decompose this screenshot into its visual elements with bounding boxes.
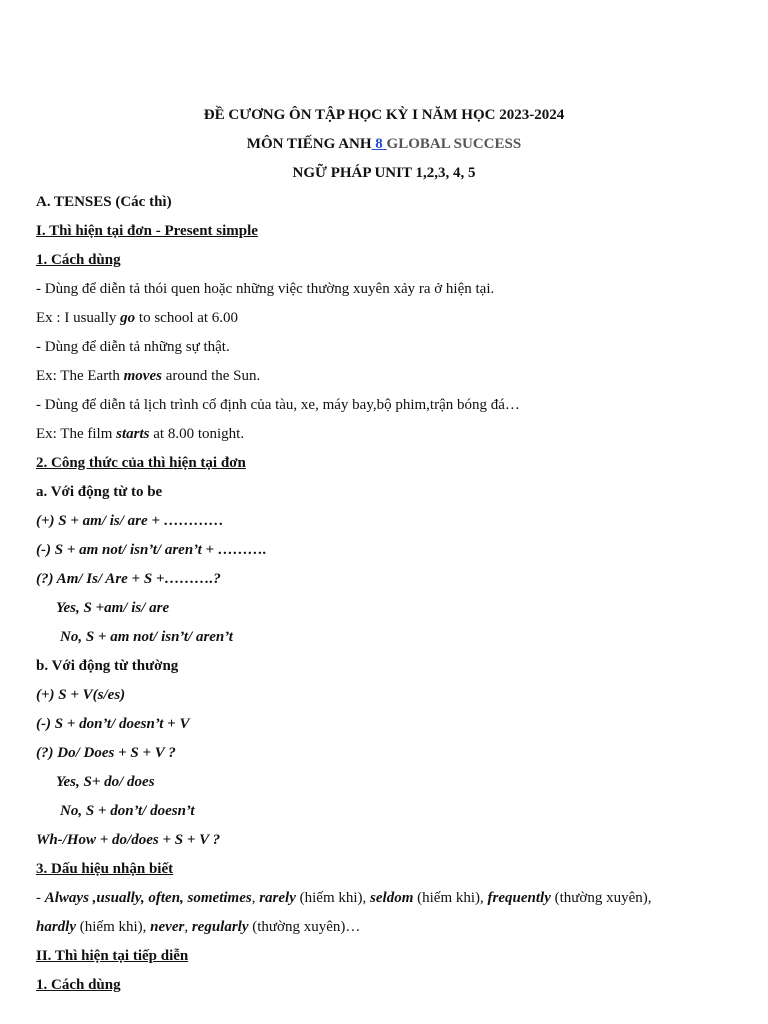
signs-never: never	[150, 919, 185, 935]
present-simple-heading: I. Thì hiện tại đơn - Present simple	[36, 223, 258, 239]
signs-adverbs: Always ,usually, often, sometimes	[44, 890, 252, 906]
signs-dash: -	[36, 890, 45, 906]
section-a-heading: A. TENSES (Các thì)	[36, 194, 172, 210]
verb-question: (?) Do/ Does + S + V ?	[36, 745, 176, 761]
example-2-verb: moves	[123, 368, 162, 384]
subject-suffix: GLOBAL SUCCESS	[386, 136, 522, 152]
example-1	[36, 309, 738, 327]
verb-wh-question: Wh-/How + do/does + S + V ?	[36, 832, 221, 848]
grammar-units-title: NGỮ PHÁP UNIT 1,2,3, 4, 5	[292, 165, 476, 181]
tobe-heading: a. Với động từ to be	[36, 484, 163, 500]
example-2-text: Ex: The Earth	[36, 368, 124, 384]
example-2	[36, 367, 738, 385]
signs-frequently: frequently	[487, 890, 551, 906]
verb-no: No, S + don’t/ doesn’t	[60, 803, 195, 819]
signs-line-1	[36, 889, 738, 907]
verb-yes: Yes, S+ do/ does	[56, 774, 155, 790]
signs-heading: 3. Dấu hiệu nhận biết	[36, 861, 174, 877]
verb-positive: (+) S + V(s/es)	[36, 687, 126, 703]
grade-number: 8	[371, 136, 387, 152]
signs-rarely-gloss: (hiếm khi),	[295, 890, 371, 906]
usage-2: - Dùng để diễn tả những sự thật.	[36, 339, 230, 355]
example-1-text: Ex : I usually	[36, 310, 121, 326]
verb-negative: (-) S + don’t/ doesn’t + V	[36, 716, 190, 732]
signs-regularly: regularly	[191, 919, 249, 935]
usage-1: - Dùng để diễn tả thói quen hoặc những việc thường xuyên xảy ra ở hiện tại.	[36, 281, 495, 297]
usage-3: - Dùng để diễn tả lịch trình cố định của tàu, xe, máy bay,bộ phim,trận bóng đá…	[36, 397, 520, 413]
tobe-positive: (+) S + am/ is/ are + …………	[36, 513, 224, 529]
signs-sep: ,	[251, 890, 260, 906]
example-2-rest: around the Sun.	[161, 368, 261, 384]
formula-heading: 2. Công thức của thì hiện tại đơn	[36, 455, 246, 471]
signs-rarely: rarely	[259, 890, 296, 906]
signs-regularly-gloss: (thường xuyên)…	[248, 919, 361, 935]
subject-line	[0, 135, 768, 153]
tobe-no: No, S + am not/ isn’t/ aren’t	[60, 629, 233, 645]
present-continuous-heading: II. Thì hiện tại tiếp diễn	[36, 948, 189, 964]
example-3-verb: starts	[116, 426, 150, 442]
usage-heading: 1. Cách dùng	[36, 252, 121, 268]
tobe-question: (?) Am/ Is/ Are + S +……….?	[36, 571, 221, 587]
verb-heading: b. Với động từ thường	[36, 658, 179, 674]
example-1-rest: to school at 6.00	[135, 310, 239, 326]
signs-seldom-gloss: (hiếm khi),	[413, 890, 488, 906]
example-3	[36, 425, 738, 443]
signs-line-2	[36, 918, 738, 936]
signs-frequently-gloss: (thường xuyên),	[550, 890, 652, 906]
example-3-rest: at 8.00 tonight.	[149, 426, 245, 442]
example-1-verb: go	[120, 310, 136, 326]
signs-hardly-gloss: (hiếm khi),	[76, 919, 151, 935]
signs-seldom: seldom	[370, 890, 414, 906]
document-title: ĐỀ CƯƠNG ÔN TẬP HỌC KỲ I NĂM HỌC 2023-2024	[203, 107, 565, 123]
tobe-negative: (-) S + am not/ isn’t/ aren’t + ……….	[36, 542, 267, 558]
example-3-text: Ex: The film	[36, 426, 117, 442]
signs-sep-2: ,	[184, 919, 192, 935]
signs-hardly: hardly	[36, 919, 77, 935]
continuous-usage-heading: 1. Cách dùng	[36, 977, 121, 993]
tobe-yes: Yes, S +am/ is/ are	[56, 600, 170, 616]
subject-prefix: MÔN TIẾNG ANH	[246, 136, 372, 152]
